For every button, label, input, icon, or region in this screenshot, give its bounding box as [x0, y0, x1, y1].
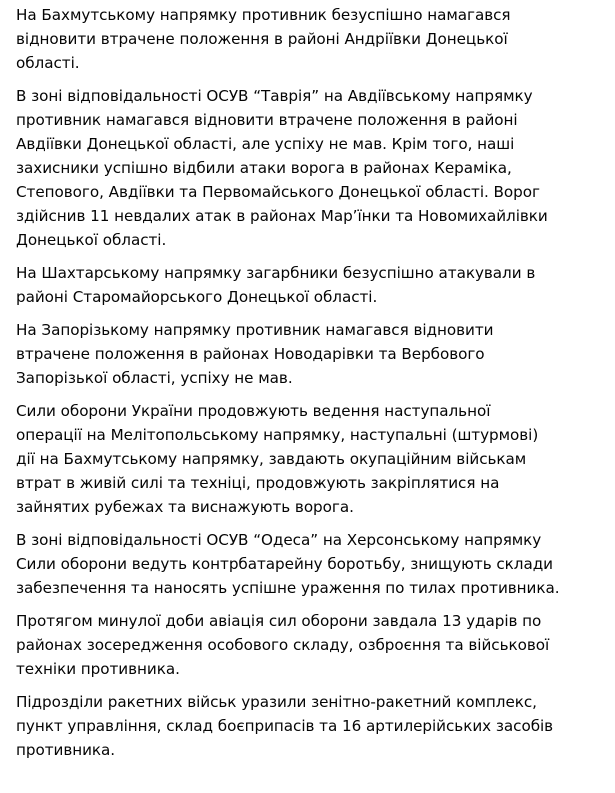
text-line: втрат в живій силі та техніці, продовжують закріплятися на	[16, 474, 500, 492]
text-line: противник намагався відновити втрачене положення в районі	[16, 111, 518, 129]
text-line: дії на Бахмутському напрямку, завдають окупаційним військам	[16, 450, 527, 468]
paragraph-odesa-kherson	[16, 528, 605, 600]
text-line: пункт управління, склад боєприпасів та 16 артилерійських засобів	[16, 717, 554, 735]
paragraph-aviation-strikes	[16, 609, 605, 681]
text-line: районі Старомайорського Донецької області.	[16, 288, 378, 306]
text-line: На Запорізькому напрямку противник намагався відновити	[16, 321, 494, 339]
text-line: операції на Мелітопольському напрямку, наступальні (штурмові)	[16, 426, 539, 444]
text-line: втрачене положення в районах Новодарівки та Вербового	[16, 345, 485, 363]
text-line: Протягом минулої доби авіація сил оборони завдала 13 ударів по	[16, 612, 542, 630]
text-line: техніки противника.	[16, 660, 180, 678]
text-line: На Шахтарському напрямку загарбники безуспішно атакували в	[16, 264, 536, 282]
text-line: Донецької області.	[16, 231, 167, 249]
text-line: районах зосередження особового складу, озброєння та військової	[16, 636, 550, 654]
text-line: Сили оборони України продовжують ведення наступальної	[16, 402, 491, 420]
paragraph-missile-troops	[16, 690, 605, 762]
paragraph-tavriia-avdiivka	[16, 84, 605, 252]
text-line: Сили оборони ведуть контрбатарейну боротьбу, знищують склади	[16, 555, 553, 573]
text-line: противника.	[16, 741, 116, 759]
text-line: зайнятих рубежах та виснажують ворога.	[16, 498, 354, 516]
text-line: Степового, Авдіївки та Первомайського Донецької області. Ворог	[16, 183, 540, 201]
text-line: В зоні відповідальності ОСУВ “Таврія” на Авдіївському напрямку	[16, 87, 533, 105]
text-line: захисники успішно відбили атаки ворога в районах Кераміка,	[16, 159, 512, 177]
text-line: здійснив 11 невдалих атак в районах Мар’їнки та Новомихайлівки	[16, 207, 548, 225]
text-line: Підрозділи ракетних військ уразили зенітно-ракетний комплекс,	[16, 693, 537, 711]
paragraph-shakhtarsk-direction	[16, 261, 605, 309]
paragraph-zaporizhzhia-direction	[16, 318, 605, 390]
text-line: В зоні відповідальності ОСУВ “Одеса” на Херсонському напрямку	[16, 531, 542, 549]
text-line: Запорізької області, успіху не мав.	[16, 369, 293, 387]
text-line: На Бахмутському напрямку противник безуспішно намагався	[16, 6, 511, 24]
text-line: області.	[16, 54, 80, 72]
text-line: відновити втрачене положення в районі Андріївки Донецької	[16, 30, 508, 48]
paragraph-defense-forces-offensive	[16, 399, 605, 519]
paragraph-bakhmut-direction	[16, 3, 605, 75]
text-line: Авдіївки Донецької області, але успіху не мав. Крім того, наші	[16, 135, 515, 153]
text-line: забезпечення та наносять успішне ураження по тилах противника.	[16, 579, 560, 597]
